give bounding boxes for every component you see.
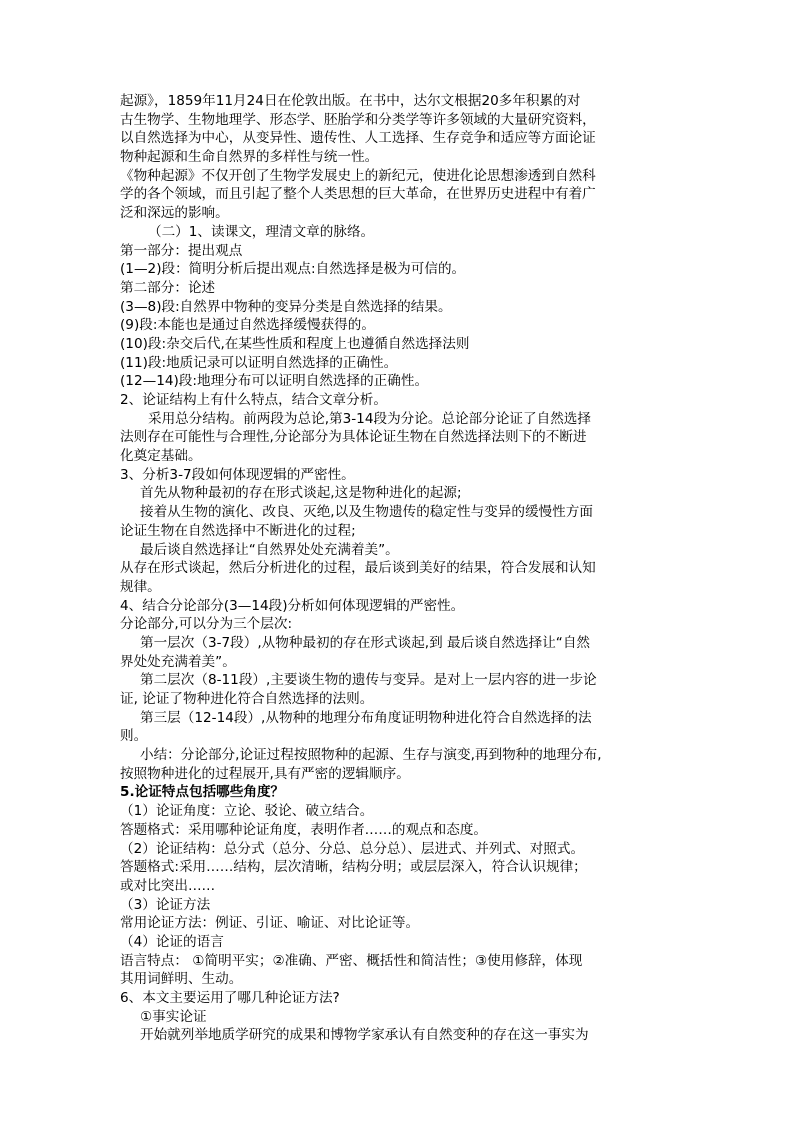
text-line: 其用词鲜明、生动。 xyxy=(120,971,243,988)
text-line: 法则存在可能性与合理性,分论部分为具体论证生物在自然选择法则下的不断进 xyxy=(120,429,587,446)
text-line: 按照物种进化的过程展开,具有严密的逻辑顺序。 xyxy=(120,765,410,782)
text-line: 答题格式:采用……结构，层次清晰，结构分明；或层层深入，符合认识规律； xyxy=(120,859,587,876)
text-line: 最后谈自然选择让“自然界处处充满着美”。 xyxy=(140,541,399,558)
text-line: （3）论证方法 xyxy=(120,896,211,913)
text-line: (9)段:本能也是通过自然选择缓慢获得的。 xyxy=(120,317,375,334)
text-line: 泛和深远的影响。 xyxy=(120,205,229,222)
document-body xyxy=(120,92,680,1045)
text-line: (3—8)段:自然界中物种的变异分类是自然选择的结果。 xyxy=(120,298,452,315)
text-line: 2、论证结构上有什么特点，结合文章分析。 xyxy=(120,392,387,408)
text-line: 首先从物种最初的存在形式谈起,这是物种进化的起源; xyxy=(140,485,462,502)
text-line: （1）论证角度：立论、驳论、破立结合。 xyxy=(120,803,374,820)
text-line: 第三层（12-14段）,从物种的地理分布角度证明物种进化符合自然选择的法 xyxy=(140,709,592,726)
text-line: 物种起源和生命自然界的多样性与统一性。 xyxy=(120,149,379,166)
text-line: 开始就列举地质学研究的成果和博物学家承认有自然变种的存在这一事实为 xyxy=(140,1027,589,1044)
text-line: 则。 xyxy=(120,728,148,745)
text-line: 界处处充满着美”。 xyxy=(120,653,236,670)
text-line: 证, 论证了物种进化符合自然选择的法则。 xyxy=(120,691,374,707)
text-line: 第二层次（8-11段）,主要谈生物的遗传与变异。是对上一层内容的进一步论 xyxy=(140,672,597,689)
text-line: 化奠定基础。 xyxy=(120,448,202,465)
text-line: 第一部分：提出观点 xyxy=(120,242,243,259)
text-line: 6、本文主要运用了哪几种论证方法? xyxy=(120,990,340,1006)
text-line: 小结：分论部分,论证过程按照物种的起源、生存与演变,再到物种的地理分布, xyxy=(140,747,602,764)
text-line: 第二部分：论述 xyxy=(120,279,216,296)
text-line: 或对比突出…… xyxy=(120,877,216,894)
text-line: 5.论证特点包括哪些角度？ xyxy=(120,784,285,801)
text-line: 3、分析3-7段如何体现逻辑的严密性。 xyxy=(120,466,355,483)
text-line: 常用论证方法：例证、引证、喻证、对比论证等。 xyxy=(120,915,420,932)
text-line: 学的各个领域，而且引起了整个人类思想的巨大革命，在世界历史进程中有着广 xyxy=(120,186,596,203)
text-line: (10)段:杂交后代,在某些性质和程度上也遵循自然选择法则 xyxy=(120,335,470,352)
text-line: 4、结合分论部分(3—14段)分析如何体现逻辑的严密性。 xyxy=(120,597,465,614)
text-line: 语言特点： ①简明平实；②准确、严密、概括性和简洁性；③使用修辞，体现 xyxy=(120,952,583,969)
text-line: 规律。 xyxy=(120,578,161,595)
text-line: 从存在形式谈起，然后分析进化的过程，最后谈到美好的结果，符合发展和认知 xyxy=(120,560,596,577)
text-line: （二）1、读课文，理清文章的脉络。 xyxy=(148,223,375,240)
text-line: 分论部分,可以分为三个层次: xyxy=(120,616,293,633)
text-line: （4）论证的语言 xyxy=(120,933,224,950)
text-line: 起源》，1859年11月24日在伦敦出版。在书中，达尔文根据20多年积累的对 xyxy=(120,93,581,109)
text-line: ①事实论证 xyxy=(140,1008,207,1025)
text-line: 答题格式：采用哪种论证角度，表明作者……的观点和态度。 xyxy=(120,821,488,838)
text-line: 接着从生物的演化、改良、灭绝,以及生物遗传的稳定性与变异的缓慢性方面 xyxy=(140,504,593,521)
text-line: 论证生物在自然选择中不断进化的过程; xyxy=(120,522,356,539)
text-line: (1—2)段：简明分析后提出观点:自然选择是极为可信的。 xyxy=(120,261,466,278)
text-line: 采用总分结构。前两段为总论,第3-14段为分论。总论部分论证了自然选择 xyxy=(148,410,591,427)
text-line: (12—14)段:地理分布可以证明自然选择的正确性。 xyxy=(120,373,429,390)
text-line: 《物种起源》不仅开创了生物学发展史上的新纪元，使进化论思想渗透到自然科 xyxy=(120,167,596,184)
text-line: （2）论证结构：总分式（总分、分总、总分总）、层进式、并列式、对照式。 xyxy=(120,840,585,857)
text-line: 以自然选择为中心，从变异性、遗传性、人工选择、生存竞争和适应等方面论证 xyxy=(120,130,596,147)
text-line: 古生物学、生物地理学、形态学、胚胎学和分类学等许多领域的大量研究资料， xyxy=(120,111,596,128)
text-line: 第一层次（3-7段）,从物种最初的存在形式谈起,到 最后谈自然选择让“自然 xyxy=(140,634,591,651)
text-line: (11)段:地质记录可以证明自然选择的正确性。 xyxy=(120,354,398,371)
